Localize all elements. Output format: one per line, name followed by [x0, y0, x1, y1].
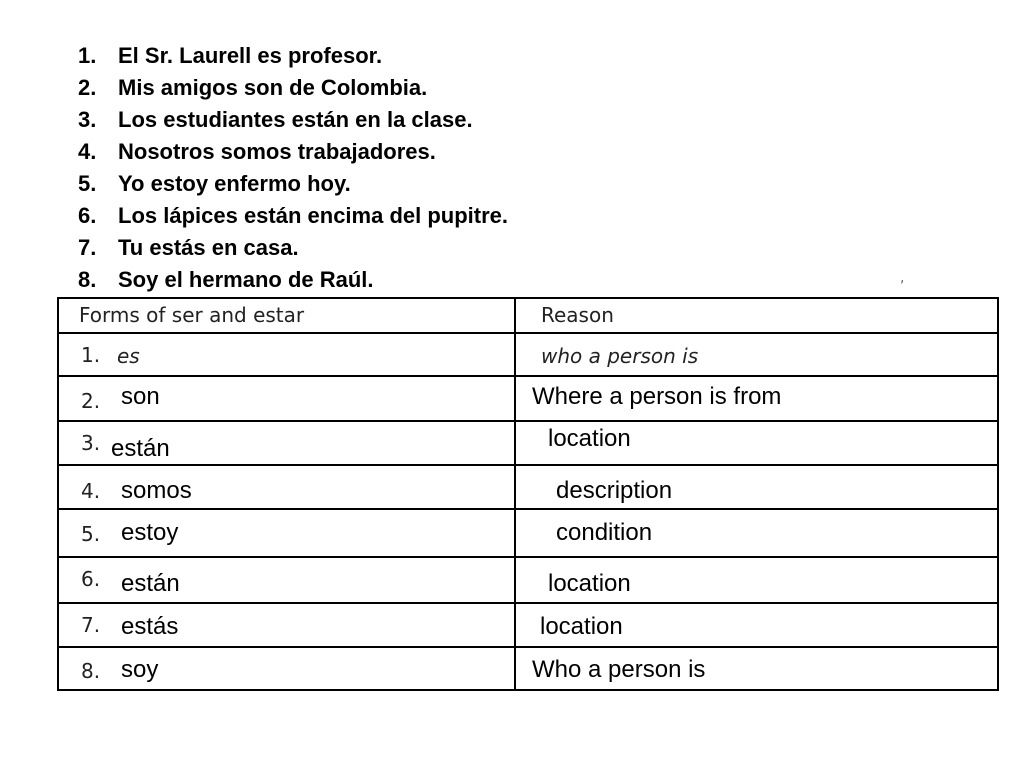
sentence-text: Yo estoy enfermo hoy.: [118, 171, 351, 196]
sentence-text: Nosotros somos trabajadores.: [118, 139, 436, 164]
reason-cell: location: [548, 425, 631, 452]
reason-cell: Where a person is from: [532, 383, 782, 410]
table-rule: [57, 646, 999, 648]
table-rule: [57, 464, 999, 466]
table-rule: [57, 420, 999, 422]
header-reason: Reason: [541, 303, 614, 327]
table-rule: [57, 602, 999, 604]
form-cell: somos: [121, 477, 192, 504]
table-rule: [57, 297, 59, 691]
sentence-number: 4.: [78, 139, 97, 164]
sentence-item: [78, 264, 508, 296]
form-cell: estoy: [121, 519, 179, 546]
reason-cell: location: [548, 570, 631, 597]
scan-mark: ,: [900, 270, 905, 286]
form-cell: están: [121, 570, 180, 597]
reason-cell: condition: [556, 519, 653, 546]
ser-estar-table: [57, 297, 999, 691]
row-number: 4.: [81, 479, 101, 503]
sentence-item: [78, 168, 508, 200]
form-cell: soy: [121, 656, 159, 683]
row-number: 8.: [81, 659, 101, 683]
sentence-number: 2.: [78, 75, 97, 100]
row-number: 2.: [81, 389, 101, 413]
sentence-item: [78, 232, 508, 264]
sentence-number: 5.: [78, 171, 97, 196]
table-rule: [514, 297, 516, 691]
form-cell: estás: [121, 613, 179, 640]
reason-cell: Who a person is: [532, 656, 706, 683]
sentence-text: Los lápices están encima del pupitre.: [118, 203, 509, 228]
form-cell: es: [117, 344, 140, 368]
sentence-number: 3.: [78, 107, 97, 132]
row-number: 5.: [81, 522, 101, 546]
sentence-number: 7.: [78, 235, 97, 260]
table-rule: [57, 332, 999, 334]
row-number: 7.: [81, 613, 101, 637]
row-number: 1.: [81, 343, 101, 367]
form-cell: están: [111, 435, 170, 462]
reason-cell: location: [540, 613, 623, 640]
sentence-item: [78, 72, 508, 104]
sentence-item: [78, 136, 508, 168]
table-rule: [57, 689, 999, 691]
table-rule: [57, 297, 999, 299]
table-rule: [57, 375, 999, 377]
sentence-number: 1.: [78, 43, 97, 68]
sentence-number: 6.: [78, 203, 97, 228]
sentence-item: [78, 104, 508, 136]
reason-cell: description: [556, 477, 673, 504]
sentence-text: Tu estás en casa.: [118, 235, 299, 260]
table-rule: [57, 556, 999, 558]
sentence-text: El Sr. Laurell es profesor.: [118, 43, 383, 68]
form-cell: son: [121, 383, 160, 410]
sentence-text: Los estudiantes están en la clase.: [118, 107, 473, 132]
table-rule: [57, 508, 999, 510]
sentence-text: Soy el hermano de Raúl.: [118, 267, 374, 292]
sentence-text: Mis amigos son de Colombia.: [118, 75, 428, 100]
sentence-number: 8.: [78, 267, 97, 292]
row-number: 6.: [81, 567, 101, 591]
sentence-item: [78, 200, 508, 232]
sentence-item: [78, 40, 508, 72]
reason-cell: who a person is: [541, 344, 699, 368]
table-rule: [997, 297, 999, 691]
header-forms: Forms of ser and estar: [79, 303, 305, 327]
row-number: 3.: [81, 431, 101, 455]
sentence-list: [78, 40, 508, 296]
